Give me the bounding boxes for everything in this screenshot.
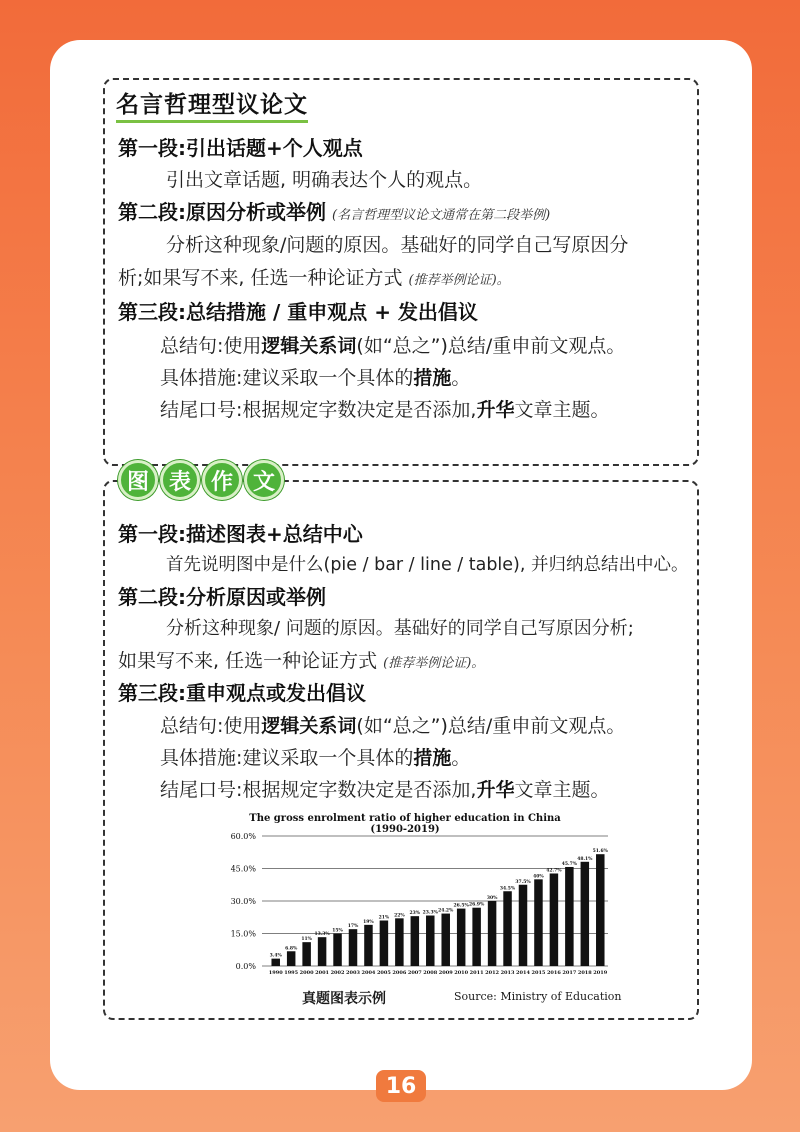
- x-tick-label: 2018: [577, 970, 592, 976]
- data-label: 21%: [378, 915, 390, 921]
- x-tick-label: 2014: [516, 970, 530, 976]
- y-tick-label: 15.0%: [230, 929, 256, 939]
- bar: [380, 921, 389, 967]
- title-badge-4: 文: [244, 460, 284, 500]
- data-label: 42.7%: [546, 868, 562, 874]
- x-tick-label: 2008: [423, 970, 438, 976]
- bar: [333, 934, 342, 967]
- data-label: 19%: [363, 919, 374, 925]
- data-label: 48.1%: [577, 856, 593, 862]
- chart-summary-label: 总结句:使用: [160, 715, 262, 737]
- data-label: 17%: [347, 924, 359, 930]
- bar: [565, 867, 574, 966]
- summary-rest: (如“总之”)总结/重申前文观点。: [356, 335, 626, 357]
- title-badge-2: 表: [160, 460, 200, 500]
- data-label: 37.5%: [515, 879, 531, 885]
- title-badge-3: 作: [202, 460, 242, 500]
- data-label: 23%: [409, 911, 421, 917]
- bar: [271, 959, 280, 966]
- data-label: 22%: [394, 913, 405, 919]
- chart-paragraph1-heading: 第一段:描述图表+总结中心: [118, 522, 363, 546]
- chart-slogan-keyword: 升华: [476, 779, 515, 801]
- bar: [318, 937, 327, 966]
- x-tick-label: 2011: [469, 970, 484, 976]
- bar: [426, 916, 435, 966]
- chart-slogan-label: 结尾口号:根据规定字数决定是否添加,: [160, 779, 477, 801]
- x-tick-label: 2015: [531, 970, 546, 976]
- bar: [364, 925, 373, 966]
- data-label: 51.6%: [592, 849, 608, 855]
- bar: [534, 879, 543, 966]
- y-tick-label: 60.0%: [230, 832, 256, 841]
- y-tick-label: 0.0%: [235, 962, 256, 971]
- bar: [581, 862, 590, 966]
- x-tick-label: 2007: [407, 970, 422, 976]
- x-tick-label: 2012: [485, 970, 500, 976]
- measure-label: 具体措施:建议采取一个具体的: [160, 367, 414, 389]
- y-tick-label: 30.0%: [230, 897, 256, 906]
- chart-measure-item: [160, 746, 470, 770]
- summary-label: 总结句:使用: [160, 335, 262, 357]
- x-tick-label: 2009: [438, 970, 453, 976]
- bar: [596, 854, 605, 966]
- paragraph3-heading: 第三段:总结措施 / 重申观点 + 发出倡议: [118, 300, 478, 324]
- x-tick-label: 2002: [330, 970, 345, 976]
- x-tick-label: 2000: [299, 970, 314, 976]
- slogan-keyword: 升华: [476, 399, 515, 421]
- chart-summary-keyword: 逻辑关系词: [261, 715, 357, 737]
- chart-summary-rest: (如“总之”)总结/重申前文观点。: [356, 715, 626, 737]
- page-number: 16: [376, 1070, 426, 1102]
- chart-essay-title: [118, 460, 284, 500]
- section-title: 名言哲理型议论文: [116, 86, 308, 123]
- data-label: 11%: [301, 937, 312, 943]
- chart-summary-item: [160, 714, 625, 738]
- bar: [488, 901, 497, 966]
- bar: [457, 909, 466, 966]
- paragraph2-note: (名言哲理型议论文通常在第二段举例): [332, 208, 551, 223]
- bar: [472, 908, 481, 966]
- x-tick-label: 2006: [392, 970, 407, 976]
- slogan-item: [160, 398, 609, 422]
- title-badge-1: 图: [118, 460, 158, 500]
- data-label: 15%: [332, 928, 343, 934]
- data-label: 45.7%: [561, 861, 577, 867]
- bar: [441, 914, 450, 966]
- paragraph2-heading-row: [118, 200, 550, 228]
- x-tick-label: 2003: [346, 970, 360, 976]
- data-label: 3.4%: [269, 953, 282, 959]
- measure-item: [160, 366, 470, 390]
- x-tick-label: 2016: [546, 970, 561, 976]
- x-tick-label: 2004: [361, 970, 376, 976]
- data-label: 24.2%: [438, 908, 454, 914]
- chart-source: Source: Ministry of Education: [454, 990, 622, 1003]
- x-tick-label: 1995: [284, 970, 299, 976]
- bar: [287, 951, 296, 966]
- paragraph2-body-line1: 分析这种现象/问题的原因。基础好的同学自己写原因分: [166, 234, 629, 256]
- x-tick-label: 2013: [500, 970, 515, 976]
- paragraph2-body-text: 析;如果写不来, 任选一种论证方式: [118, 267, 403, 289]
- data-label: 26.5%: [453, 903, 469, 909]
- x-tick-label: 2019: [593, 970, 608, 976]
- bar: [503, 891, 512, 966]
- bar: [302, 942, 311, 966]
- paragraph2-body-line2: [118, 266, 510, 293]
- chart-measure-rest: 。: [451, 747, 471, 769]
- chart-paragraph2-body-text: 如果写不来, 任选一种论证方式: [118, 650, 378, 672]
- slogan-rest: 文章主题。: [514, 399, 610, 421]
- x-tick-label: 1990: [268, 970, 283, 976]
- chart-slogan-rest: 文章主题。: [514, 779, 610, 801]
- bar: [395, 918, 404, 966]
- x-tick-label: 2001: [315, 970, 330, 976]
- data-label: 6.8%: [285, 946, 298, 952]
- summary-keyword: 逻辑关系词: [261, 335, 357, 357]
- paragraph1-heading: 第一段:引出话题+个人观点: [118, 136, 363, 160]
- chart-paragraph1-body: 首先说明图中是什么(pie / bar / line / table), 并归纳总结出中心。: [166, 555, 689, 575]
- bar: [349, 929, 358, 966]
- slogan-label: 结尾口号:根据规定字数决定是否添加,: [160, 399, 477, 421]
- chart-paragraph3-heading: 第三段:重申观点或发出倡议: [118, 681, 366, 705]
- x-tick-label: 2010: [454, 970, 469, 976]
- chart-caption: 真题图表示例: [302, 991, 386, 1007]
- summary-item: [160, 334, 625, 358]
- enrolment-bar-chart: [210, 826, 610, 986]
- chart-paragraph2-body-note: (推荐举例论证)。: [383, 656, 485, 671]
- data-label: 40%: [533, 874, 544, 880]
- x-tick-label: 2005: [376, 970, 391, 976]
- chart-paragraph2-body-line1: 分析这种现象/ 问题的原因。基础好的同学自己写原因分析;: [166, 618, 634, 639]
- data-label: 30%: [486, 896, 498, 901]
- x-tick-label: 2017: [562, 970, 577, 976]
- chart-measure-label: 具体措施:建议采取一个具体的: [160, 747, 414, 769]
- y-tick-label: 45.0%: [230, 864, 256, 874]
- measure-rest: 。: [451, 367, 471, 389]
- measure-keyword: 措施: [413, 367, 452, 389]
- data-label: 13.3%: [314, 932, 330, 938]
- data-label: 23.3%: [422, 910, 438, 916]
- chart-title: The gross enrolment ratio of higher education in China (1990-2019): [249, 813, 561, 835]
- chart-measure-keyword: 措施: [413, 747, 452, 769]
- bar: [550, 873, 559, 966]
- data-label: 26.9%: [469, 902, 485, 908]
- paragraph2-heading: 第二段:原因分析或举例: [118, 200, 326, 224]
- paragraph2-body-note: (推荐举例论证)。: [408, 273, 510, 288]
- chart-paragraph2-body-line2: [118, 649, 484, 676]
- page-card: [50, 40, 752, 1099]
- chart-paragraph2-heading: 第二段:分析原因或举例: [118, 585, 326, 609]
- chart-slogan-item: [160, 778, 609, 802]
- bar: [519, 885, 528, 966]
- paragraph1-body: 引出文章话题, 明确表达个人的观点。: [166, 169, 483, 191]
- bar: [411, 916, 420, 966]
- data-label: 34.5%: [499, 886, 516, 892]
